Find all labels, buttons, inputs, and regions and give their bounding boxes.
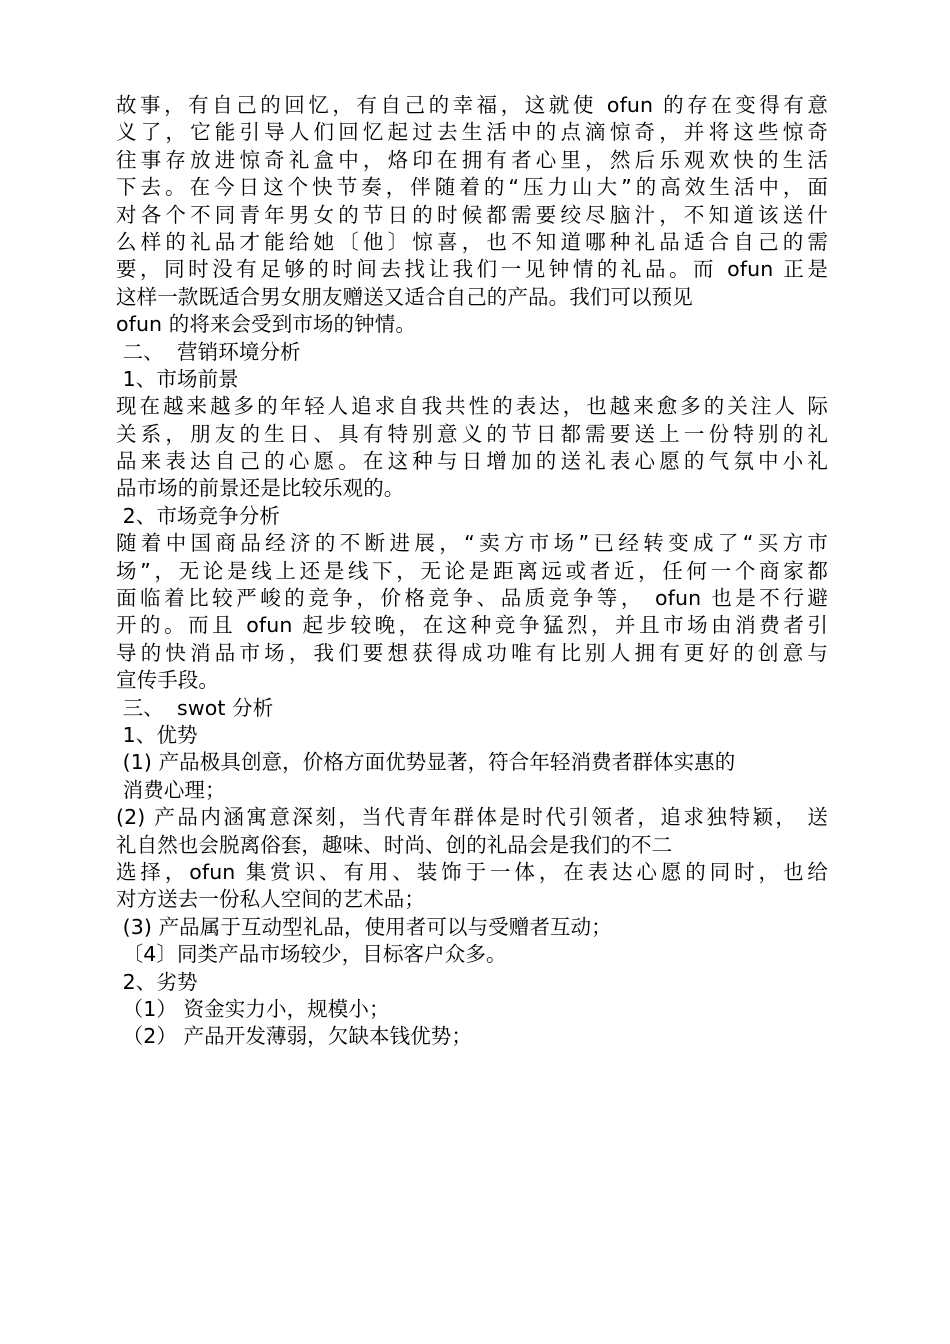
text-line: 往事存放进惊奇礼盒中，烙印在拥有者心里，然后乐观欢快的生活 — [116, 147, 828, 172]
text-line: 故事，有自己的回忆，有自己的幸福，这就使 ofun 的存在变得有意 — [116, 93, 828, 117]
text-line: 开的。而且 ofun 起步较晚，在这种竞争猛烈，并且市场由消费者引 — [116, 613, 828, 638]
text-line: 么样的礼品才能给她〔他〕惊喜，也不知道哪种礼品适合自己的需 — [116, 229, 828, 254]
text-line: 下去。在今日这个快节奏，伴随着的“压力山大”的高效生活中，面 — [116, 175, 828, 200]
text-line: 2、市场竞争分析 — [116, 503, 280, 528]
text-line: 1、优势 — [116, 722, 198, 747]
text-line: 对方送去一份私人空间的艺术品； — [116, 887, 425, 912]
text-line: 消费心理； — [116, 777, 226, 802]
text-line: 要，同时没有足够的时间去找让我们一见钟情的礼品。而 ofun 正是 — [116, 257, 828, 282]
text-line: 〔4〕同类产品市场较少，目标客户众多。 — [116, 942, 507, 967]
text-line: ofun 的将来会受到市场的钟情。 — [116, 312, 416, 337]
text-line: 品来表达自己的心愿。在这种与日增加的送礼表心愿的气氛中小礼 — [116, 449, 828, 474]
text-line: 场”，无论是线上还是线下，无论是距离远或者近，任何一个商家都 — [116, 558, 828, 583]
text-line: (1) 产品极具创意，价格方面优势显著，符合年轻消费者群体实惠的 — [116, 750, 736, 775]
text-line: 对各个不同青年男女的节日的时候都需要绞尽脑汁，不知道该送什 — [116, 202, 828, 227]
text-line: （1） 资金实力小，规模小； — [116, 996, 390, 1021]
text-line: （2） 产品开发薄弱，欠缺本钱优势； — [116, 1024, 472, 1049]
text-line: 导的快消品市场，我们要想获得成功唯有比别人拥有更好的创意与 — [116, 640, 828, 665]
text-line: 义了，它能引导人们回忆起过去生活中的点滴惊奇，并将这些惊奇 — [116, 120, 828, 145]
text-line: 宣传手段。 — [116, 668, 219, 693]
text-line: 1、市场前景 — [116, 366, 239, 391]
text-line: 现在越来越多的年轻人追求自我共性的表达，也越来愈多的关注人 际 — [116, 394, 828, 419]
text-line: 选择，ofun 集赏识、有用、装饰于一体，在表达心愿的同时，也给 — [116, 859, 828, 884]
text-line: 二、 营销环境分析 — [116, 339, 301, 364]
text-line: 品市场的前景还是比较乐观的。 — [116, 476, 405, 501]
text-line: 2、劣势 — [116, 969, 198, 994]
text-line: 随着中国商品经济的不断进展，“卖方市场”已经转变成了“买方市 — [116, 531, 828, 556]
text-line: (3) 产品属于互动型礼品，使用者可以与受赠者互动； — [116, 914, 612, 939]
text-line: 关系，朋友的生日、具有特别意义的节日都需要送上一份特别的礼 — [116, 421, 828, 446]
document-body — [116, 92, 828, 1051]
text-line: 礼自然也会脱离俗套，趣味、时尚、创的礼品会是我们的不二 — [116, 832, 673, 857]
text-line: (2) 产品内涵寓意深刻，当代青年群体是时代引领者，追求独特颖， 送 — [116, 805, 828, 830]
text-line: 面临着比较严峻的竞争，价格竞争、品质竞争等， ofun 也是不行避 — [116, 586, 828, 611]
text-line: 这样一款既适合男女朋友赠送又适合自己的产品。我们可以预见 — [116, 284, 693, 309]
text-line: 三、 swot 分析 — [116, 695, 274, 720]
